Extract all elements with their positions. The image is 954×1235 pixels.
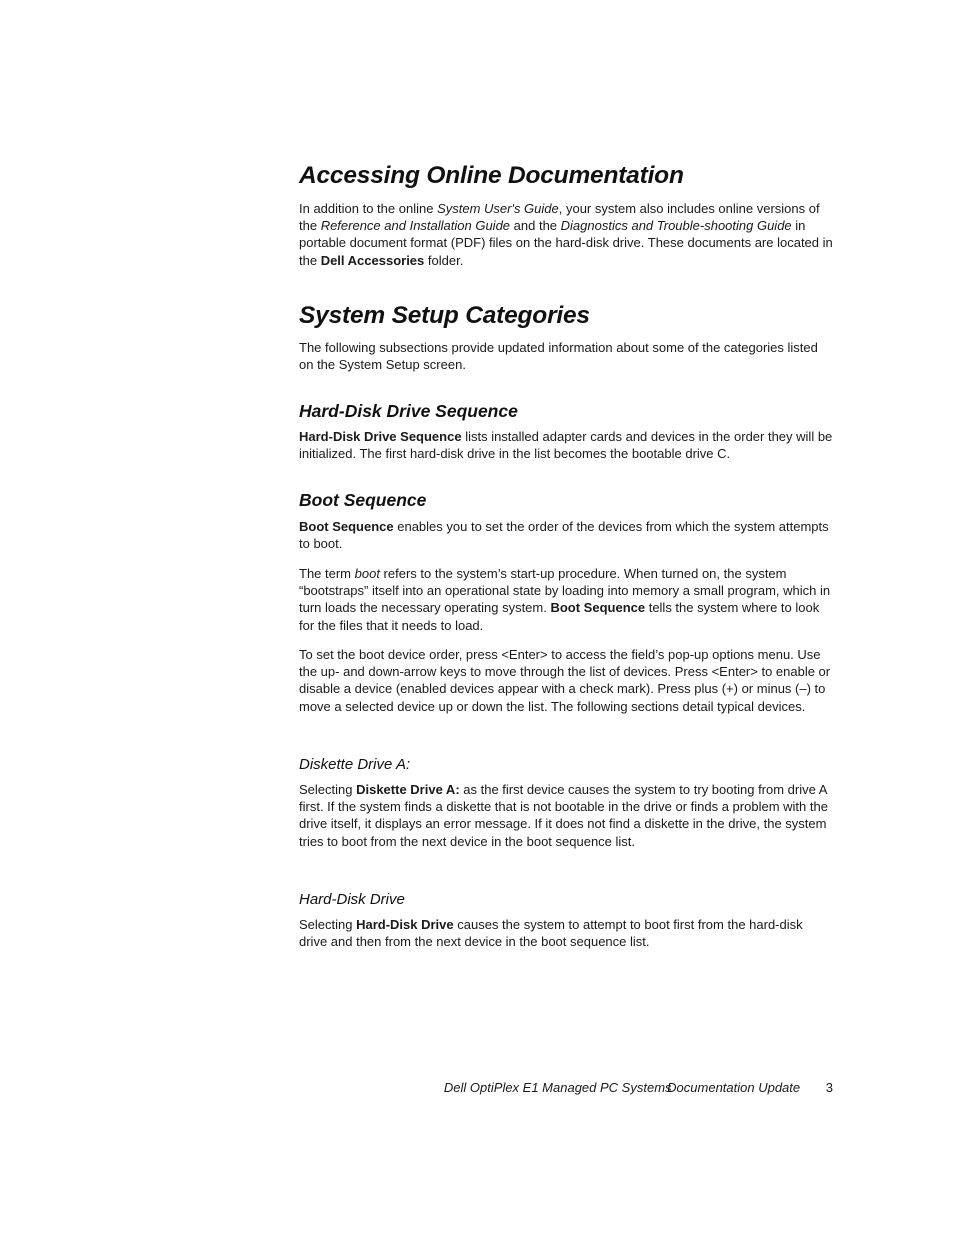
bold-run: Dell Accessories <box>320 252 425 268</box>
paragraph-boot-sequence-2 <box>299 565 833 634</box>
text-run: , your system also includes online versions of the <box>299 201 820 234</box>
paragraph-diskette-drive <box>299 781 833 850</box>
italic-run: Reference and Installation Guide <box>320 218 511 234</box>
text-run: and the <box>510 218 561 234</box>
text-run: Selecting <box>299 917 357 932</box>
text-run: in portable document format (PDF) files on the hard-disk drive. These documents are located in the <box>299 218 833 268</box>
heading-diskette-drive: Diskette Drive A: <box>299 756 411 773</box>
text-run: Selecting <box>299 782 357 797</box>
page-footer <box>444 1080 833 1095</box>
italic-run: System User's Guide <box>437 201 559 216</box>
text-run: causes the system to attempt to boot first from the hard-disk drive and then from the next device in the boot sequence list. <box>299 917 803 950</box>
bold-run: Hard-Disk Drive Sequence <box>299 429 462 444</box>
paragraph-online-docs <box>299 200 833 269</box>
heading-hdd-sequence: Hard-Disk Drive Sequence <box>299 401 518 421</box>
paragraph-hdd-sequence <box>299 428 833 462</box>
bold-run: Boot Sequence <box>550 600 646 616</box>
text-run: folder. <box>424 252 464 268</box>
footer-doc-subtitle: Documentation Update <box>667 1080 801 1095</box>
paragraph-hard-disk-drive <box>299 916 833 950</box>
paragraph-setup-intro: The following subsections provide updated information about some of the categories listed on the System Setup screen. <box>299 340 818 373</box>
paragraph-boot-sequence-3: To set the boot device order, press <Enter> to access the field’s pop-up options menu. Use the up- and down-arrow keys to move through the list of devices. Press <Enter> to enable or disable a device (enabled devices appear with a check mark). Press plus (+) or minus (–) to move a selected device up or down the list. The following sections detail typical devices. <box>299 647 831 714</box>
heading-boot-sequence: Boot Sequence <box>299 490 427 510</box>
bold-run: Diskette Drive A: <box>356 782 460 797</box>
bold-run: Boot Sequence <box>299 519 394 534</box>
text-run: In addition to the online <box>299 201 438 216</box>
bold-run: Hard-Disk Drive <box>356 917 454 932</box>
italic-run: boot <box>354 566 380 581</box>
text-run: tells the system where to look for the files that it needs to load. <box>299 600 820 633</box>
italic-run: Diagnostics and Trouble-shooting Guide <box>560 218 792 234</box>
footer-doc-title: Dell OptiPlex E1 Managed PC Systems <box>443 1080 672 1095</box>
footer-page-number: 3 <box>825 1080 833 1095</box>
heading-system-setup-categories: System Setup Categories <box>299 302 590 329</box>
heading-hard-disk-drive: Hard-Disk Drive <box>299 891 405 908</box>
text-run: The term <box>299 566 355 581</box>
text-run: as the first device causes the system to try booting from drive A first. If the system finds a diskette that is not bootable in the drive or finds a problem with the drive itself, it displays an error message. If it does not find a diskette in the drive, the system tries to boot from the next device in the boot sequence list. <box>299 782 828 849</box>
text-run: enables you to set the order of the devices from which the system attempts to boot. <box>299 519 829 552</box>
paragraph-boot-sequence-1 <box>299 518 833 552</box>
text-run: refers to the system’s start-up procedure. When turned on, the system “bootstraps” itself into an operational state by loading into memory a small program, which in turn loads the necessary operating system. <box>299 566 831 616</box>
heading-accessing-online-documentation: Accessing Online Documentation <box>299 162 684 189</box>
text-run: lists installed adapter cards and devices in the order they will be initialized. The first hard-disk drive in the list becomes the bootable drive C. <box>299 429 833 462</box>
